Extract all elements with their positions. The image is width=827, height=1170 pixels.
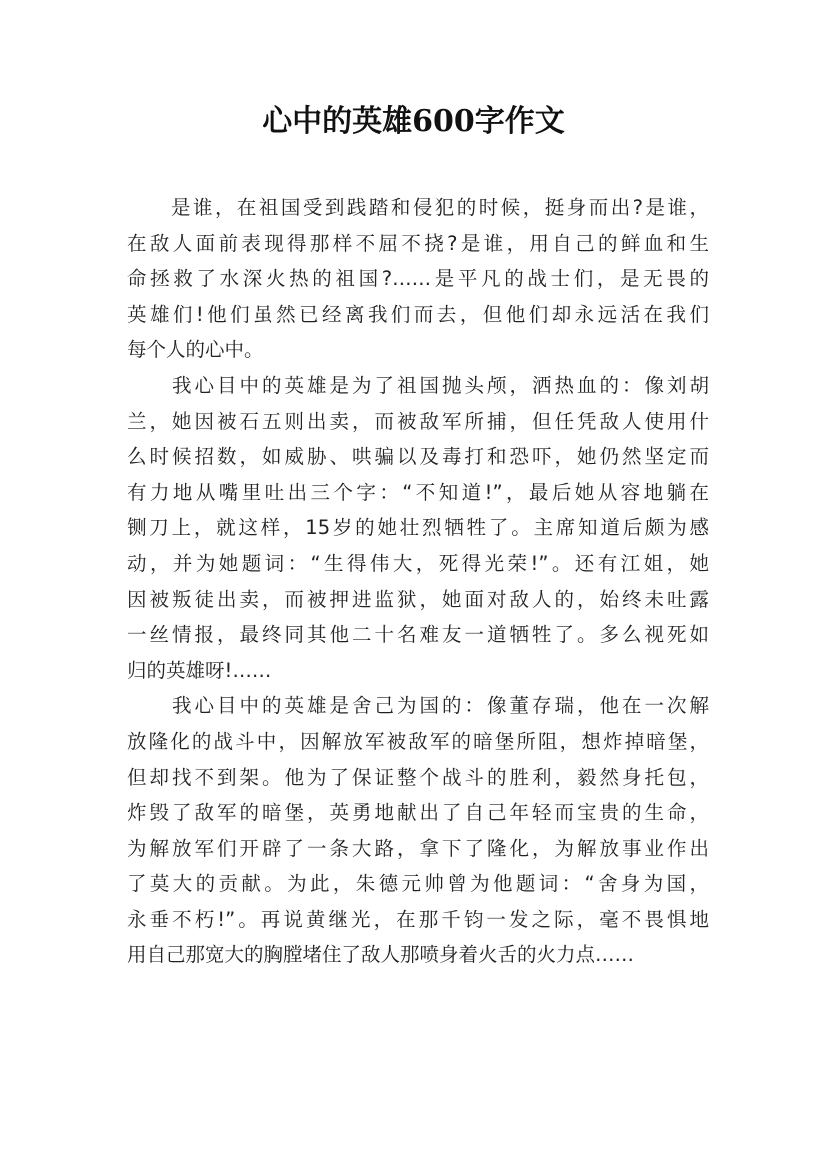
text-line: 我心目中的英雄是为了祖国抛头颅，洒热血的：像刘胡 bbox=[127, 373, 709, 397]
text-line: 英雄们!他们虽然已经离我们而去，但他们却永远活在我们 bbox=[127, 302, 709, 326]
text-line: 用自己那宽大的胸膛堵住了敌人那喷身着火舌的火力点…… bbox=[127, 943, 635, 967]
text-line: 每个人的心中。 bbox=[127, 338, 264, 362]
text-line: 炸毁了敌军的暗堡，英勇地献出了自己年轻而宝贵的生命， bbox=[127, 801, 709, 825]
text-line: 命拯救了水深火热的祖国?……是平凡的战士们，是无畏的 bbox=[127, 267, 709, 291]
paragraph-1 bbox=[127, 190, 709, 368]
text-line: 有力地从嘴里吐出三个字：“不知道!”，最后她从容地躺在 bbox=[127, 480, 709, 504]
text-line: 在敌人面前表现得那样不屈不挠?是谁，用自己的鲜血和生 bbox=[127, 231, 709, 255]
text-line: 因被叛徒出卖，而被押进监狱，她面对敌人的，始终未吐露 bbox=[127, 587, 709, 611]
text-line: 了莫大的贡献。为此，朱德元帅曾为他题词：“舍身为国， bbox=[127, 872, 709, 896]
text-line: 永垂不朽!”。再说黄继光，在那千钧一发之际，毫不畏惧地 bbox=[127, 907, 709, 931]
paragraph-3 bbox=[127, 688, 709, 973]
text-line: 放隆化的战斗中，因解放军被敌军的暗堡所阻，想炸掉暗堡， bbox=[127, 729, 709, 753]
paragraph-2 bbox=[127, 368, 709, 688]
text-line: 动，并为她题词：“生得伟大，死得光荣!”。还有江姐，她 bbox=[127, 551, 709, 575]
document-title: 心中的英雄600字作文 bbox=[262, 104, 565, 139]
text-line: 是谁，在祖国受到践踏和侵犯的时候，挺身而出?是谁， bbox=[127, 196, 709, 219]
text-line: 兰，她因被石五则出卖，而被敌军所捕，但任凭敌人使用什 bbox=[127, 409, 709, 433]
text-line: 一丝情报，最终同其他二十名难友一道牺牲了。多么视死如 bbox=[127, 623, 709, 647]
text-line: 归的英雄呀!…… bbox=[127, 658, 272, 682]
document-body bbox=[127, 190, 709, 973]
text-line: 但却找不到架。他为了保证整个战斗的胜利，毅然身托包， bbox=[127, 765, 709, 789]
text-line: 我心目中的英雄是舍己为国的：像董存瑞，他在一次解 bbox=[127, 694, 709, 718]
text-line: 铡刀上，就这样，15岁的她壮烈牺牲了。主席知道后颇为感 bbox=[127, 516, 709, 540]
text-line: 么时候招数，如威胁、哄骗以及毒打和恐吓，她仍然坚定而 bbox=[127, 445, 709, 469]
text-line: 为解放军们开辟了一条大路，拿下了隆化，为解放事业作出 bbox=[127, 836, 709, 860]
